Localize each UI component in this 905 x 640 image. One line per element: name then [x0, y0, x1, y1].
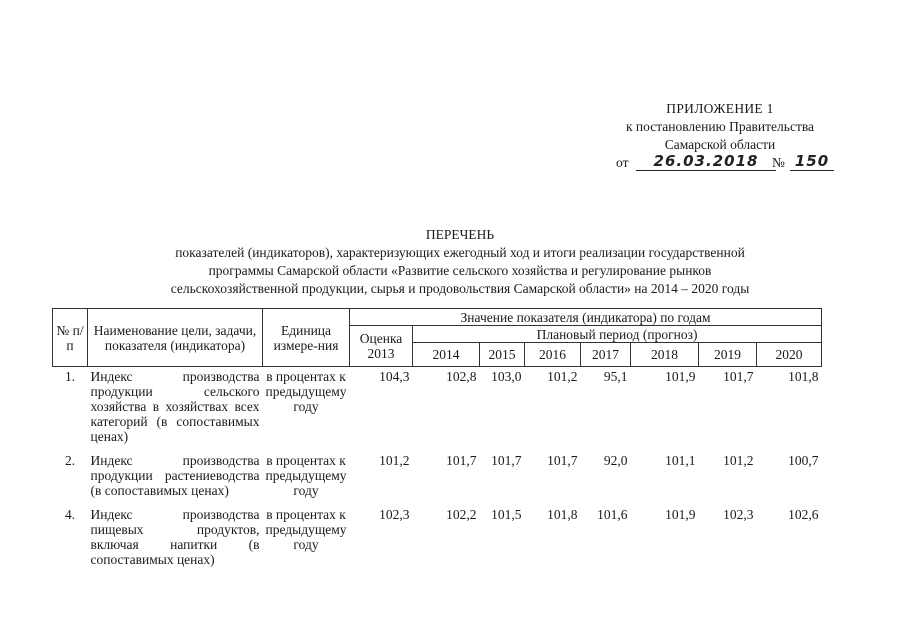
- value-cell: 102,8: [446, 369, 477, 384]
- date-prefix: от: [616, 155, 629, 170]
- header-year: 2014: [413, 343, 480, 367]
- number-prefix: №: [772, 155, 785, 170]
- header-year: 2020: [757, 343, 822, 367]
- table-row: [53, 505, 822, 574]
- value-cell: 101,1: [665, 453, 696, 468]
- value-cell: 101,2: [723, 453, 754, 468]
- indicator-name: Индекс производства продукции растениеводства (в сопоставимых ценах): [90, 453, 260, 498]
- value-cell: 101,7: [491, 453, 522, 468]
- header-year: 2017: [581, 343, 631, 367]
- handwritten-date: 26.03.2018: [636, 152, 776, 171]
- value-cell: 101,8: [788, 369, 819, 384]
- value-cell: 101,5: [491, 507, 522, 522]
- table-row: [53, 367, 822, 452]
- header-unit: Единица измере-ния: [263, 309, 350, 367]
- value-cell: 101,9: [665, 507, 696, 522]
- document-heading: [60, 226, 860, 298]
- header-values-group: Значение показателя (индикатора) по годам: [350, 309, 822, 326]
- table-row: [53, 451, 822, 505]
- header-estimate: Оценка 2013: [350, 326, 413, 367]
- appendix-date-line: [600, 154, 840, 174]
- row-number: 1.: [64, 369, 76, 384]
- header-year: 2018: [631, 343, 699, 367]
- value-cell: 102,3: [379, 507, 410, 522]
- indicators-table: [52, 308, 822, 574]
- header-name: Наименование цели, задачи, показателя (индикатора): [88, 309, 263, 367]
- header-plan-period: Плановый период (прогноз): [413, 326, 822, 343]
- value-cell: 103,0: [491, 369, 522, 384]
- heading-title: ПЕРЕЧЕНЬ: [425, 227, 495, 242]
- value-cell: 101,9: [665, 369, 696, 384]
- value-cell: 101,2: [379, 453, 410, 468]
- value-cell: 95,1: [603, 369, 628, 384]
- row-number: 2.: [64, 453, 76, 468]
- handwritten-number: 150: [790, 152, 834, 171]
- appendix-title: ПРИЛОЖЕНИЕ 1: [666, 101, 774, 116]
- indicator-unit: в процентах к предыдущему году: [265, 453, 347, 498]
- value-cell: 92,0: [603, 453, 628, 468]
- value-cell: 101,7: [446, 453, 477, 468]
- value-cell: 101,2: [547, 369, 578, 384]
- value-cell: 102,3: [723, 507, 754, 522]
- value-cell: 101,6: [597, 507, 628, 522]
- value-cell: 101,7: [547, 453, 578, 468]
- indicator-unit: в процентах к предыдущему году: [265, 369, 347, 414]
- indicator-name: Индекс производства пищевых продуктов, включая напитки (в сопоставимых ценах): [90, 507, 260, 567]
- row-number: 4.: [64, 507, 76, 522]
- indicator-unit: в процентах к предыдущему году: [265, 507, 347, 552]
- value-cell: 102,6: [788, 507, 819, 522]
- heading-line-2: программы Самарской области «Развитие сельского хозяйства и регулирование рынков: [208, 263, 712, 278]
- header-year: 2015: [480, 343, 525, 367]
- value-cell: 102,2: [446, 507, 477, 522]
- header-year: 2016: [525, 343, 581, 367]
- heading-line-3: сельскохозяйственной продукции, сырья и продовольствия Самарской области» на 2014 – 2020 годы: [170, 281, 750, 296]
- appendix-block: [600, 100, 840, 174]
- heading-line-1: показателей (индикаторов), характеризующих ежегодный ход и итоги реализации государственной: [175, 245, 745, 260]
- appendix-line-region: Самарской области: [664, 137, 776, 152]
- header-number: № п/п: [53, 309, 88, 367]
- indicator-name: Индекс производства продукции сельского хозяйства в хозяйствах всех категорий (в сопоставимых ценах): [90, 369, 260, 444]
- value-cell: 104,3: [379, 369, 410, 384]
- value-cell: 101,8: [547, 507, 578, 522]
- value-cell: 100,7: [788, 453, 819, 468]
- header-year: 2019: [699, 343, 757, 367]
- value-cell: 101,7: [723, 369, 754, 384]
- appendix-line-resolution: к постановлению Правительства: [625, 119, 815, 134]
